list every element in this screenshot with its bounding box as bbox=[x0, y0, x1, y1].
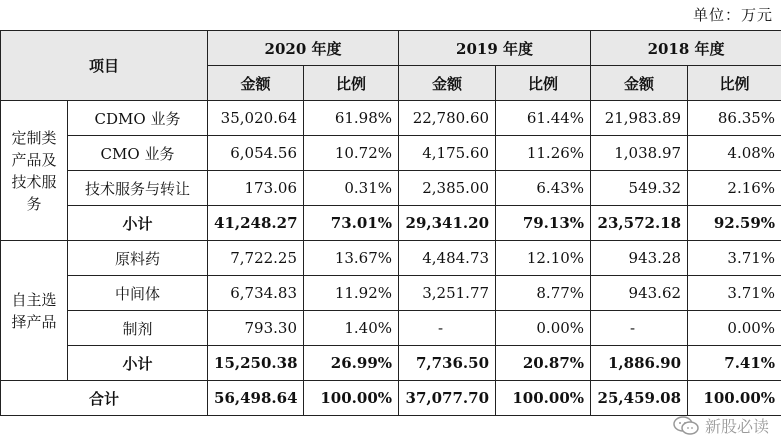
category-cell: 定制类产品及技术服务 bbox=[1, 101, 68, 241]
header-ratio: 比例 bbox=[496, 66, 591, 101]
ratio-cell: 73.01% bbox=[304, 206, 399, 241]
amount-cell: 4,175.60 bbox=[399, 136, 496, 171]
amount-cell: 1,038.97 bbox=[591, 136, 688, 171]
header-amount: 金额 bbox=[399, 66, 496, 101]
subtotal-row bbox=[1, 206, 781, 241]
unit-label: 单位：万元 bbox=[692, 6, 773, 24]
row-label: 原料药 bbox=[68, 241, 208, 276]
header-year-2018: 2018 年度 bbox=[591, 31, 781, 66]
subtotal-row bbox=[1, 346, 781, 381]
amount-cell: 943.62 bbox=[591, 276, 688, 311]
ratio-cell: 10.72% bbox=[304, 136, 399, 171]
amount-cell: 35,020.64 bbox=[208, 101, 304, 136]
ratio-cell: 0.00% bbox=[688, 311, 781, 346]
row-label: 小计 bbox=[68, 346, 208, 381]
amount-cell: 21,983.89 bbox=[591, 101, 688, 136]
ratio-cell: 20.87% bbox=[496, 346, 591, 381]
amount-cell: 37,077.70 bbox=[399, 381, 496, 416]
header-amount: 金额 bbox=[591, 66, 688, 101]
header-row-years bbox=[1, 31, 781, 66]
ratio-cell: 1.40% bbox=[304, 311, 399, 346]
ratio-cell: 6.43% bbox=[496, 171, 591, 206]
amount-cell: 1,886.90 bbox=[591, 346, 688, 381]
watermark-text: 新股必读 bbox=[704, 417, 769, 436]
header-amount: 金额 bbox=[208, 66, 304, 101]
row-label: 技术服务与转让 bbox=[68, 171, 208, 206]
ratio-cell: 61.98% bbox=[304, 101, 399, 136]
ratio-cell: 11.92% bbox=[304, 276, 399, 311]
amount-cell: 173.06 bbox=[208, 171, 304, 206]
table-row bbox=[1, 241, 781, 276]
table-body bbox=[1, 101, 781, 416]
ratio-cell: 100.00% bbox=[496, 381, 591, 416]
amount-cell: 29,341.20 bbox=[399, 206, 496, 241]
wechat-icon bbox=[673, 416, 699, 436]
ratio-cell: 92.59% bbox=[688, 206, 781, 241]
amount-cell: - bbox=[591, 311, 688, 346]
amount-cell: 23,572.18 bbox=[591, 206, 688, 241]
amount-cell: 56,498.64 bbox=[208, 381, 304, 416]
ratio-cell: 26.99% bbox=[304, 346, 399, 381]
amount-cell: 22,780.60 bbox=[399, 101, 496, 136]
table-row bbox=[1, 101, 781, 136]
ratio-cell: 12.10% bbox=[496, 241, 591, 276]
amount-cell: - bbox=[399, 311, 496, 346]
amount-cell: 943.28 bbox=[591, 241, 688, 276]
header-item: 项目 bbox=[1, 31, 208, 101]
ratio-cell: 79.13% bbox=[496, 206, 591, 241]
revenue-table bbox=[0, 30, 781, 416]
amount-cell: 2,385.00 bbox=[399, 171, 496, 206]
table-row bbox=[1, 276, 781, 311]
amount-cell: 6,054.56 bbox=[208, 136, 304, 171]
category-cell: 自主选择产品 bbox=[1, 241, 68, 381]
amount-cell: 793.30 bbox=[208, 311, 304, 346]
ratio-cell: 11.26% bbox=[496, 136, 591, 171]
watermark bbox=[673, 414, 769, 437]
amount-cell: 7,736.50 bbox=[399, 346, 496, 381]
row-label: 中间体 bbox=[68, 276, 208, 311]
table-row bbox=[1, 311, 781, 346]
header-year-2020: 2020 年度 bbox=[208, 31, 399, 66]
ratio-cell: 100.00% bbox=[304, 381, 399, 416]
ratio-cell: 8.77% bbox=[496, 276, 591, 311]
ratio-cell: 3.71% bbox=[688, 241, 781, 276]
header-ratio: 比例 bbox=[688, 66, 781, 101]
ratio-cell: 0.00% bbox=[496, 311, 591, 346]
header-year-2019: 2019 年度 bbox=[399, 31, 591, 66]
ratio-cell: 61.44% bbox=[496, 101, 591, 136]
ratio-cell: 13.67% bbox=[304, 241, 399, 276]
amount-cell: 3,251.77 bbox=[399, 276, 496, 311]
ratio-cell: 2.16% bbox=[688, 171, 781, 206]
table-row bbox=[1, 171, 781, 206]
row-label: CDMO 业务 bbox=[68, 101, 208, 136]
amount-cell: 6,734.83 bbox=[208, 276, 304, 311]
amount-cell: 4,484.73 bbox=[399, 241, 496, 276]
total-row bbox=[1, 381, 781, 416]
table-row bbox=[1, 136, 781, 171]
amount-cell: 15,250.38 bbox=[208, 346, 304, 381]
amount-cell: 41,248.27 bbox=[208, 206, 304, 241]
ratio-cell: 86.35% bbox=[688, 101, 781, 136]
total-label: 合计 bbox=[1, 381, 208, 416]
ratio-cell: 4.08% bbox=[688, 136, 781, 171]
ratio-cell: 0.31% bbox=[304, 171, 399, 206]
row-label: 制剂 bbox=[68, 311, 208, 346]
ratio-cell: 7.41% bbox=[688, 346, 781, 381]
amount-cell: 549.32 bbox=[591, 171, 688, 206]
amount-cell: 7,722.25 bbox=[208, 241, 304, 276]
row-label: 小计 bbox=[68, 206, 208, 241]
amount-cell: 25,459.08 bbox=[591, 381, 688, 416]
row-label: CMO 业务 bbox=[68, 136, 208, 171]
header-ratio: 比例 bbox=[304, 66, 399, 101]
ratio-cell: 3.71% bbox=[688, 276, 781, 311]
ratio-cell: 100.00% bbox=[688, 381, 781, 416]
